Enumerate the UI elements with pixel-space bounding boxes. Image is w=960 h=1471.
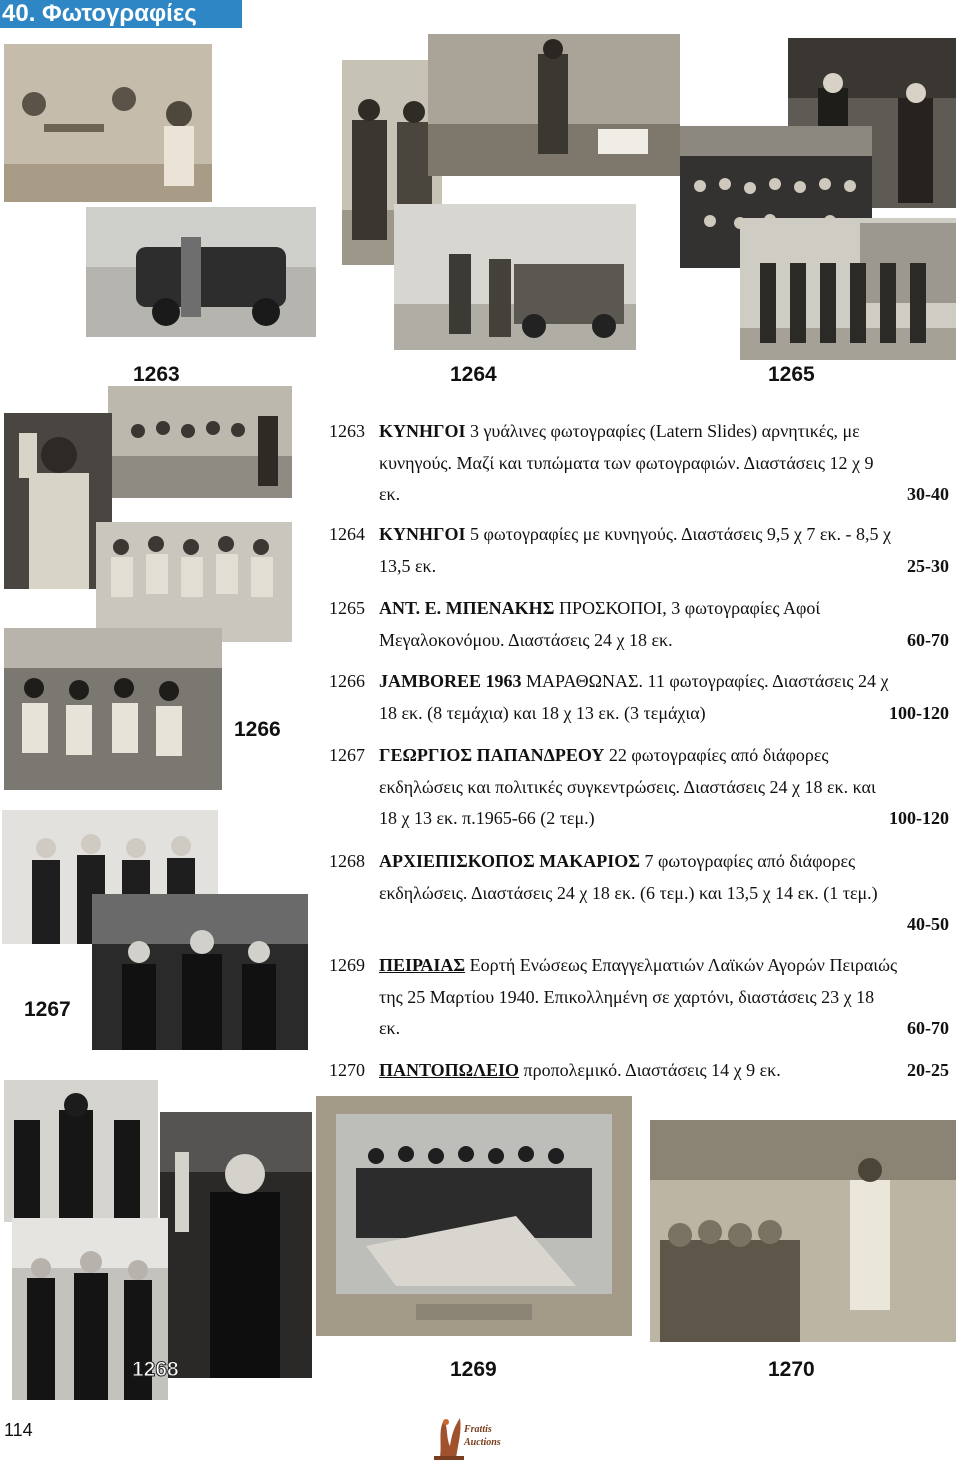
- lot-number: 1266: [329, 671, 365, 691]
- lot-title: ΑΡΧΙΕΠΙΣΚΟΠΟΣ ΜΑΚΑΡΙΟΣ: [379, 851, 641, 871]
- lot-entry: [329, 593, 953, 657]
- lot-title: ΑΝΤ. Ε. ΜΠΕΝΑΚΗΣ: [379, 598, 555, 618]
- lot-price: 60-70: [907, 1018, 949, 1038]
- lot-number: 1270: [329, 1060, 365, 1080]
- lot-title: ΚΥΝΗΓΟΙ: [379, 524, 466, 544]
- lot-entry: [329, 416, 953, 512]
- lot-number: 1267: [329, 745, 365, 765]
- lot-entry: [329, 519, 953, 583]
- lot-price: 100-120: [889, 703, 949, 723]
- section-header: 40. Φωτογραφίες: [0, 0, 242, 28]
- lot-entry: [329, 1055, 953, 1087]
- lot-text-line: 5 φωτογραφίες με κυνηγούς. Διαστάσεις 9,5 χ 7 εκ. - 8,5 χ: [469, 524, 892, 544]
- photo-1270: [650, 1120, 956, 1342]
- photo-1263-b: [86, 207, 316, 337]
- lot-text-line: 7 φωτογραφίες από διάφορες: [644, 851, 856, 871]
- lot-title: JAMBOREE 1963: [379, 671, 522, 691]
- photo-label-1267: 1267: [24, 998, 71, 1021]
- lot-price: 20-25: [907, 1060, 949, 1080]
- lot-text-line: 13,5 εκ.: [379, 555, 437, 576]
- lot-title: ΠΑΝΤΟΠΩΛΕΙΟ: [379, 1060, 520, 1080]
- lot-price: 100-120: [889, 808, 949, 828]
- photo-1266-a: [108, 386, 292, 498]
- lot-text-line: Εορτή Ενώσεως Επαγγελματιών Λαϊκών Αγορών Πειραιώς: [469, 955, 898, 975]
- photo-1269: [316, 1096, 632, 1336]
- photo-label-1265: 1265: [768, 363, 815, 386]
- lot-price: 25-30: [907, 556, 949, 576]
- logo-line-1: Frattis: [464, 1424, 492, 1435]
- lot-text-line: 22 φωτογραφίες από διάφορες: [608, 745, 829, 765]
- lot-number: 1269: [329, 955, 365, 975]
- lot-entry: [329, 950, 953, 1046]
- photo-1265-c: [740, 218, 956, 360]
- lot-text-line: 18 χ 13 εκ. π.1965-66 (2 τεμ.): [379, 808, 595, 828]
- lot-number: 1263: [329, 421, 365, 441]
- lot-text-line: κυνηγούς. Μαζί και τυπώματα των φωτογραφιών. Διαστάσεις 12 χ 9: [379, 452, 874, 473]
- lot-number: 1264: [329, 524, 365, 544]
- lot-price: 30-40: [907, 484, 949, 504]
- photo-1264-b: [428, 34, 680, 176]
- photo-label-1268: 1268: [132, 1358, 179, 1381]
- lot-text-line: προπολεμικό. Διαστάσεις 14 χ 9 εκ.: [523, 1060, 781, 1080]
- page-number: 114: [4, 1420, 33, 1440]
- photo-1268-a: [4, 1080, 158, 1222]
- lot-text-line: 18 εκ. (8 τεμάχια) και 18 χ 13 εκ. (3 τεμάχια): [379, 702, 706, 723]
- lot-price: 60-70: [907, 630, 949, 650]
- lot-text-line: εκδηλώσεις. Διαστάσεις 24 χ 18 εκ. (6 τεμ.) και 13,5 χ 14 εκ. (1 τεμ.): [379, 882, 878, 903]
- lot-title: ΓΕΩΡΓΙΟΣ ΠΑΠΑΝΔΡΕΟΥ: [379, 745, 605, 765]
- lot-entry: [329, 846, 953, 942]
- photo-1264-c: [394, 204, 636, 350]
- lot-entry: [329, 740, 953, 836]
- photo-label-1270: 1270: [768, 1358, 815, 1381]
- lot-title: ΚΥΝΗΓΟΙ: [379, 421, 466, 441]
- lot-text-line: ΠΡΟΣΚΟΠΟΙ, 3 φωτογραφίες Αφοί: [558, 598, 821, 618]
- photo-1266-c: [96, 522, 292, 642]
- lot-entry: [329, 666, 953, 730]
- photo-label-1266: 1266: [234, 718, 281, 741]
- lot-text-line: ΜΑΡΑΘΩΝΑΣ. 11 φωτογραφίες. Διαστάσεις 24 χ: [526, 671, 889, 691]
- lot-price: 40-50: [907, 914, 949, 934]
- lot-number: 1265: [329, 598, 365, 618]
- lot-text-line: εκδηλώσεις και πολιτικές συγκεντρώσεις. Διαστάσεις 24 χ 18 εκ. και: [379, 776, 876, 797]
- lot-text-line: εκ.: [379, 484, 401, 504]
- lot-text-line: 3 γυάλινες φωτογραφίες (Latern Slides) αρνητικές, με: [469, 421, 860, 441]
- lot-text-line: της 25 Μαρτίου 1940. Επικολλημένη σε χαρτόνι, διαστάσεις 23 χ 18: [379, 986, 875, 1007]
- photo-1268-b: [160, 1112, 312, 1378]
- photo-1267-b: [92, 894, 308, 1050]
- photo-1263-a: [4, 44, 212, 202]
- photo-label-1269: 1269: [450, 1358, 497, 1381]
- photo-label-1263: 1263: [133, 363, 180, 386]
- logo-line-2: Auctions: [464, 1437, 501, 1448]
- lot-text-line: εκ.: [379, 1018, 401, 1038]
- lot-title: ΠΕΙΡΑΙΑΣ: [379, 955, 466, 975]
- lot-number: 1268: [329, 851, 365, 871]
- photo-label-1264: 1264: [450, 363, 497, 386]
- lot-text-line: Μεγαλοκονόμου. Διαστάσεις 24 χ 18 εκ.: [379, 629, 673, 650]
- photo-1266-d: [4, 628, 222, 790]
